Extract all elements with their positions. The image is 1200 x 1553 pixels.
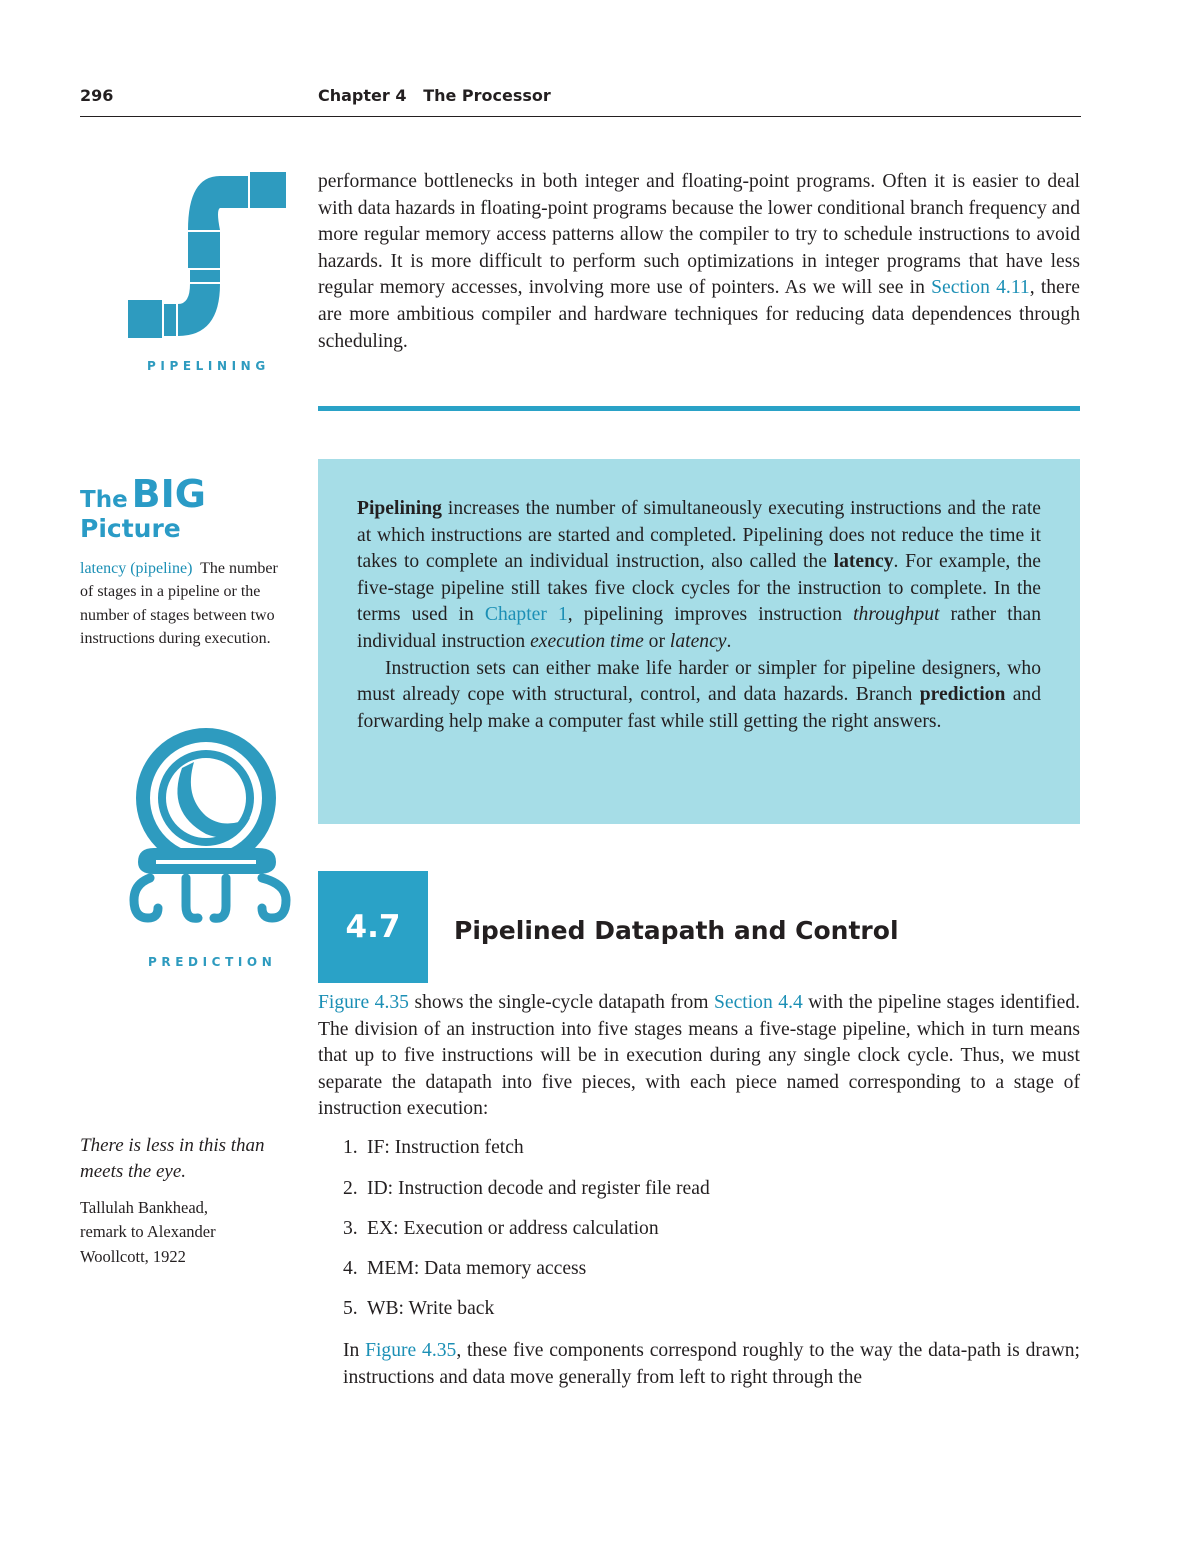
box-paragraph-1: Pipelining increases the number of simultaneously executing instructions and the rate at which instructions are started and completed. Pipelining does not reduce the time it takes to complete an individual instruction, also called the latency. For example, the five-stage pipeline still takes five clock cycles for the instruction to complete. In the terms used in Chapter 1, pipelining improves instruction throughput rather than individual instruction execution time or latency. bbox=[357, 498, 1042, 652]
top-paragraph-text: performance bottlenecks in both integer and floating-point programs. Often it is easier to deal with data hazards in floating-point programs because the lower conditional branch frequency and more regular memory access patterns allow the compiler to try to schedule instructions to avoid hazards. It is more difficult to perform such optimizations in integer programs that have less regular memory accesses, involving more use of pointers. As we will see in bbox=[318, 171, 1080, 299]
chapter-1-link[interactable]: Chapter 1 bbox=[484, 604, 568, 626]
box-paragraph-2: Instruction sets can either make life harder or simpler for pipeline designers, who must already cope with structural, control, and data hazards. Branch prediction and forwarding help make a computer fast while still getting the right answers. bbox=[357, 657, 1041, 732]
section-4-4-link[interactable]: Section 4.4 bbox=[714, 992, 803, 1013]
pipelining-label: PIPELINING bbox=[147, 359, 270, 373]
pipelining-term: Pipelining bbox=[357, 498, 442, 519]
list-item: 5. WB: Write back bbox=[343, 1298, 495, 1319]
margin-definition bbox=[80, 557, 280, 650]
section-divider bbox=[318, 406, 1080, 411]
pipelining-icon bbox=[128, 170, 288, 340]
epigraph-attribution: Tallulah Bankhead, remark to Alexander Woollcott, 1922 bbox=[80, 1198, 216, 1266]
prediction-label: PREDICTION bbox=[148, 955, 277, 969]
header-rule bbox=[80, 116, 1081, 117]
section-number: 4.7 bbox=[318, 871, 428, 983]
list-item: 1. IF: Instruction fetch bbox=[343, 1137, 524, 1158]
top-paragraph bbox=[318, 169, 1080, 355]
section-4-11-link[interactable]: Section 4.11 bbox=[931, 277, 1030, 299]
big-picture-heading bbox=[80, 472, 206, 516]
section-title: Pipelined Datapath and Control bbox=[454, 916, 899, 945]
crystal-ball-icon bbox=[126, 722, 296, 932]
list-item: 2. ID: Instruction decode and register file read bbox=[343, 1178, 710, 1199]
prediction-term: prediction bbox=[919, 684, 1006, 706]
list-item: 4. MEM: Data memory access bbox=[343, 1258, 587, 1279]
latency-term: latency bbox=[833, 551, 894, 573]
list-item: 3. EX: Execution or address calculation bbox=[343, 1218, 659, 1239]
chapter-label: Chapter 4 bbox=[318, 86, 407, 105]
running-header bbox=[318, 86, 551, 105]
big-picture-picture: Picture bbox=[80, 514, 181, 543]
figure-4-35-link-2[interactable]: Figure 4.35 bbox=[365, 1340, 457, 1361]
section-intro: Figure 4.35 shows the single-cycle datapath from Section 4.4 with the pipeline stages identified. The division of an instruction into five stages means a five-stage pipeline, which in turn means that up to five instructions will be in execution during any single clock cycle. Thus, we must separate the datapath into five pieces, with each piece named corresponding to a stage of instruction execution: bbox=[318, 992, 1081, 1120]
final-paragraph: In Figure 4.35, these five components correspond roughly to the way the data-path is drawn; instructions and data move generally from left to right through the bbox=[343, 1340, 1080, 1388]
definition-term: latency (pipeline) bbox=[80, 560, 193, 577]
figure-4-35-link[interactable]: Figure 4.35 bbox=[318, 992, 409, 1013]
page-number: 296 bbox=[80, 86, 114, 105]
big-picture-big: BIG bbox=[131, 472, 206, 516]
big-picture-the: The bbox=[80, 487, 128, 513]
chapter-title: The Processor bbox=[423, 86, 551, 105]
big-picture-box-text bbox=[357, 496, 1041, 735]
epigraph-quote: There is less in this than meets the eye. bbox=[80, 1135, 265, 1182]
top-paragraph-text-end: , there are more ambitious compiler and hardware techniques for reducing data dependences through scheduling. bbox=[318, 277, 1080, 352]
definition-text: The number of stages in a pipeline or the number of stages between two instructions during execution. bbox=[80, 560, 278, 647]
